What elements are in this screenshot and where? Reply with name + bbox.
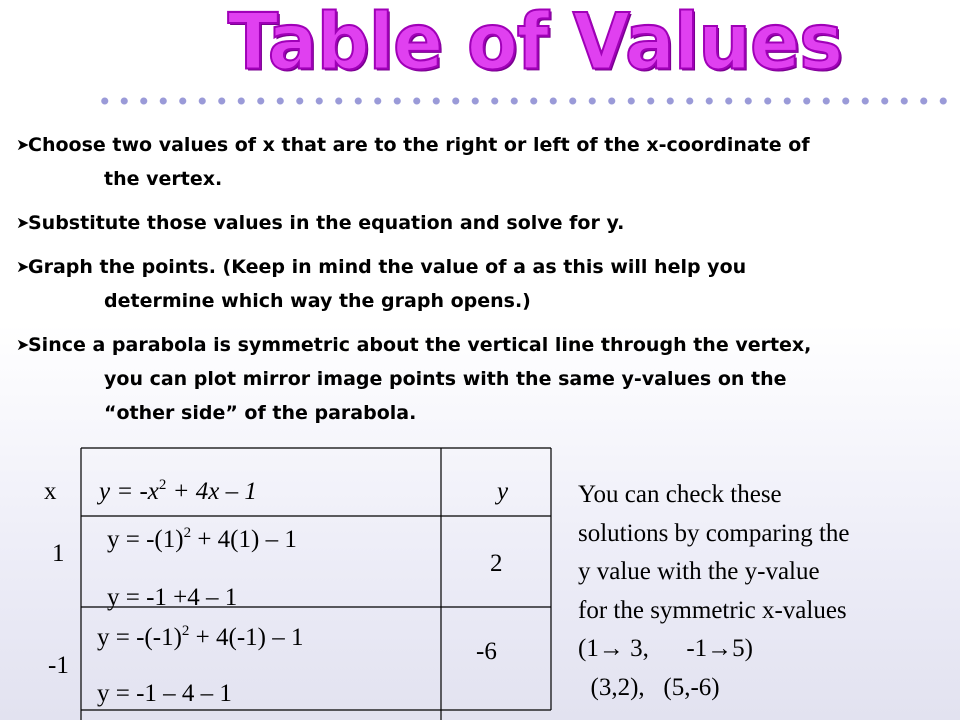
note-line-2: solutions by comparing the [578,519,850,547]
note-line-4: for the symmetric x-values [578,596,847,624]
arrow-bullet-icon: ➤ [16,135,30,154]
note-line-6: (3,2), (5,-6) [578,673,720,701]
header-eq-exp: 2 [158,477,167,493]
bullet-3 [16,250,946,318]
row1-x: 1 [52,540,65,567]
row1-step1-b: + 4(1) – 1 [191,526,297,553]
bullet-1 [16,128,946,196]
row2-step1-a: y = -(-1) [97,624,182,651]
row1-step1-exp: 2 [183,525,192,541]
bullet-1-line1: Choose two values of x that are to the right or left of the x-coordinate of [28,134,810,156]
bullet-4-line2: you can plot mirror image points with the same y-values on the [104,368,787,390]
row2-step1 [97,624,303,652]
slide-title: Table of Values [227,0,843,88]
row1-step2: y = -1 +4 – 1 [107,584,238,611]
row1-y: 2 [490,550,503,577]
row2-step2: y = -1 – 4 – 1 [97,680,232,707]
check-note [578,476,948,707]
row2-step1-exp: 2 [181,623,190,639]
row1-step1 [107,526,297,554]
bullet-list [16,128,946,430]
bullet-2 [16,206,946,240]
note-line-5: (1→ 3, -1→5) [578,635,753,662]
bullet-4-line1: Since a parabola is symmetric about the vertical line through the vertex, [28,334,812,356]
row2-x: -1 [48,652,69,679]
dotted-divider [95,96,955,106]
header-y: y [497,478,509,505]
bullet-4-line3: “other side” of the parabola. [104,402,417,424]
bullet-1-line2: the vertex. [104,168,223,190]
row1-step1-a: y = -(1) [107,526,184,553]
header-eq-a: y = -x [99,478,159,505]
header-eq-b: + 4x – 1 [166,478,257,505]
row2-y: -6 [476,638,497,665]
note-line-1: You can check these [578,481,782,508]
bullet-3-line1: Graph the points. (Keep in mind the value of a as this will help you [28,256,747,278]
arrow-bullet-icon: ➤ [16,335,30,354]
note-line-3: y value with the y-value [578,558,820,585]
bullet-3-line2: determine which way the graph opens.) [104,290,531,312]
bullet-4 [16,328,946,430]
row2-step1-b: + 4(-1) – 1 [189,624,304,651]
header-x: x [44,478,57,505]
header-equation [99,478,257,506]
arrow-bullet-icon: ➤ [16,257,30,276]
bullet-2-line1: Substitute those values in the equation and solve for y. [28,212,625,234]
arrow-bullet-icon: ➤ [16,213,30,232]
